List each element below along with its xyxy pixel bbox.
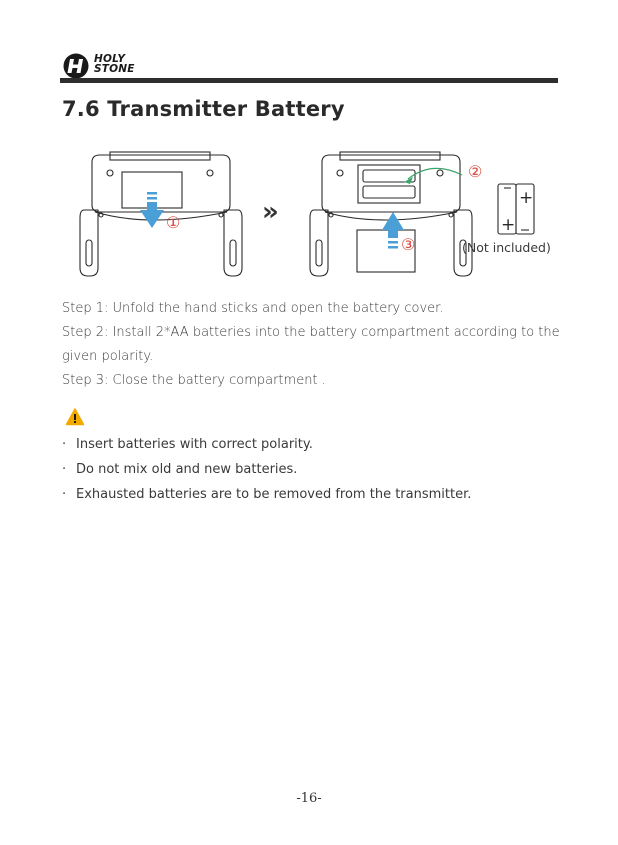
bullet-mark: · bbox=[62, 437, 67, 452]
steps-list bbox=[62, 297, 562, 393]
bullet-mark: · bbox=[62, 487, 67, 502]
logo-wordmark bbox=[94, 54, 135, 74]
caution-text: Exhausted batteries are to be removed from the transmitter. bbox=[76, 487, 472, 502]
logo-badge-icon bbox=[62, 52, 90, 80]
header-rule bbox=[60, 78, 558, 83]
transmitter-right bbox=[310, 152, 472, 276]
battery-diagram bbox=[0, 140, 618, 290]
caution-text: Insert batteries with correct polarity. bbox=[76, 437, 313, 452]
open-cover-arrow-icon bbox=[140, 192, 164, 228]
battery-plus-bottom: + bbox=[501, 215, 516, 235]
warning-icon bbox=[66, 408, 84, 426]
page-header bbox=[60, 52, 558, 84]
logo-line-stone: STONE bbox=[94, 63, 135, 75]
insert-battery-line bbox=[408, 168, 462, 179]
not-included-note: (Not included) bbox=[462, 240, 551, 255]
caution-text: Do not mix old and new batteries. bbox=[76, 462, 298, 477]
section-title: 7.6 Transmitter Battery bbox=[62, 97, 345, 121]
step-2: Step 2: Install 2*AA batteries into the battery compartment according to the bbox=[62, 325, 560, 340]
step-1: Step 1: Unfold the hand sticks and open the battery cover. bbox=[62, 301, 444, 316]
step-2-cont: given polarity. bbox=[62, 349, 154, 364]
callout-3: ③ bbox=[401, 235, 416, 254]
logo-line-holy: HOLY bbox=[94, 53, 126, 65]
battery-install-figure bbox=[0, 140, 618, 290]
holy-stone-logo bbox=[60, 52, 140, 78]
caution-item bbox=[62, 432, 562, 457]
step-3: Step 3: Close the battery compartment . bbox=[62, 373, 326, 388]
callout-1: ① bbox=[166, 213, 181, 232]
bullet-mark: · bbox=[62, 462, 67, 477]
caution-item bbox=[62, 482, 562, 507]
caution-list bbox=[62, 432, 562, 507]
callout-2: ② bbox=[468, 162, 483, 181]
next-step-chevrons-icon: » bbox=[262, 197, 279, 227]
page-number: -16- bbox=[296, 791, 322, 806]
battery-plus-top: + bbox=[519, 188, 534, 208]
caution-item bbox=[62, 457, 562, 482]
